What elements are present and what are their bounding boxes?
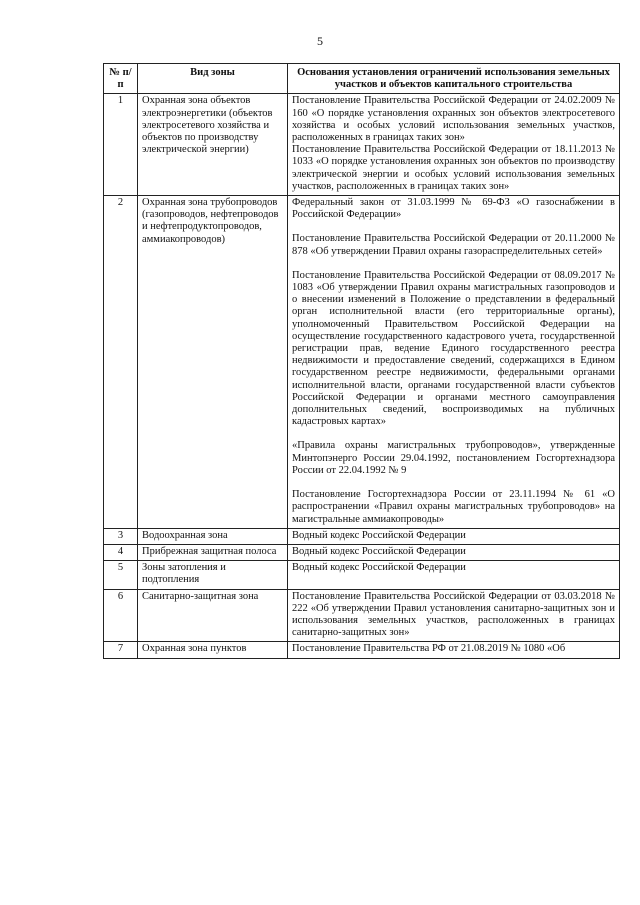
basis-paragraph: Федеральный закон от 31.03.1999 № 69-ФЗ «О газоснабжении в Российской Федерации» xyxy=(292,197,615,221)
zone-type: Водоохранная зона xyxy=(138,528,288,544)
header-number: № п/п xyxy=(104,64,138,94)
zone-type: Охранная зона пунктов xyxy=(138,642,288,658)
table-row xyxy=(104,94,620,196)
basis-paragraph: Постановление Правительства Российской Федерации от 03.03.2018 № 222 «Об утверждении Правил установления санитарно-защитных зон и использования земельных участков, расположенных в границах санитарно-защитных зон» xyxy=(292,590,615,639)
basis-cell xyxy=(288,561,620,589)
basis-cell xyxy=(288,589,620,642)
basis-paragraph: Постановление Госгортехнадзора России от 23.11.1994 № 61 «О распространении «Правил охраны магистральных трубопроводов» на магистральные аммиакопроводы» xyxy=(292,489,615,525)
row-number: 3 xyxy=(104,528,138,544)
table-row xyxy=(104,589,620,642)
header-basis: Основания установления ограничений использования земельных участков и объектов капитального строительства xyxy=(288,64,620,94)
basis-paragraph: Постановление Правительства РФ от 21.08.2019 № 1080 «Об xyxy=(292,643,566,655)
table-row xyxy=(104,642,620,658)
basis-cell xyxy=(288,642,620,658)
basis-cell xyxy=(288,196,620,529)
header-zone-type: Вид зоны xyxy=(138,64,288,94)
table-row xyxy=(104,528,620,544)
basis-paragraph: «Правила охраны магистральных трубопроводов», утвержденные Минтопэнерго России 29.04.1992, постановлением Госгортехнадзора России от 22.04.1992 № 9 xyxy=(292,440,615,476)
basis-paragraph: Постановление Правительства Российской Федерации от 08.09.2017 № 1083 «Об утверждении Правил охраны магистральных газопроводов и о внесении изменений в Положение о представлении в федеральный орган исполнительной власти (его территориальные органы), уполномоченный Правительством Российской Федерации на осуществление государственного кадастрового учета, государственной регистрации прав, ведение Единого государственного реестра недвижимости и предоставление сведений, содержащихся в Едином государственном реестре недвижимости, федеральными органами исполнительной власти, органами государственной власти субъектов Российской Федерации и органами местного самоуправления дополнительных сведений, воспроизводимых на публичных кадастровых картах» xyxy=(292,269,615,428)
table-row xyxy=(104,561,620,589)
row-number: 7 xyxy=(104,642,138,658)
zone-type: Охранная зона трубопроводов (газопроводов, нефтепроводов и нефтепродуктопроводов, аммиакопроводов) xyxy=(138,196,288,529)
basis-cell xyxy=(288,528,620,544)
basis-paragraph: Водный кодекс Российской Федерации xyxy=(292,529,466,541)
basis-cell xyxy=(288,544,620,560)
row-number: 6 xyxy=(104,589,138,642)
basis-paragraph: Постановление Правительства Российской Федерации от 18.11.2013 № 1033 «О порядке установления охранных зон объектов по производству электрической энергии и особых условий использования земельных участков, расположенных в границах таких зон» xyxy=(292,144,615,192)
restrictions-table xyxy=(103,63,620,659)
basis-paragraph: Водный кодекс Российской Федерации xyxy=(292,562,466,574)
table-row xyxy=(104,544,620,560)
row-number: 2 xyxy=(104,196,138,529)
zone-type: Прибрежная защитная полоса xyxy=(138,544,288,560)
page-number: 5 xyxy=(317,34,323,48)
basis-paragraph: Постановление Правительства Российской Федерации от 20.11.2000 № 878 «Об утверждении Правил охраны газораспределительных сетей» xyxy=(292,233,615,257)
table-row xyxy=(104,196,620,529)
zone-type: Санитарно-защитная зона xyxy=(138,589,288,642)
zone-type: Охранная зона объектов электроэнергетики (объектов электросетевого хозяйства и объектов по производству электрической энергии) xyxy=(138,94,288,196)
table-header-row xyxy=(104,64,620,94)
row-number: 4 xyxy=(104,544,138,560)
row-number: 1 xyxy=(104,94,138,196)
basis-cell xyxy=(288,94,620,196)
basis-paragraph: Водный кодекс Российской Федерации xyxy=(292,545,466,557)
row-number: 5 xyxy=(104,561,138,589)
zone-type: Зоны затопления и подтопления xyxy=(138,561,288,589)
basis-paragraph: Постановление Правительства Российской Федерации от 24.02.2009 № 160 «О порядке установления охранных зон объектов электросетевого хозяйства и особых условий использования земельных участков, расположенных в границах таких зон» xyxy=(292,95,615,144)
